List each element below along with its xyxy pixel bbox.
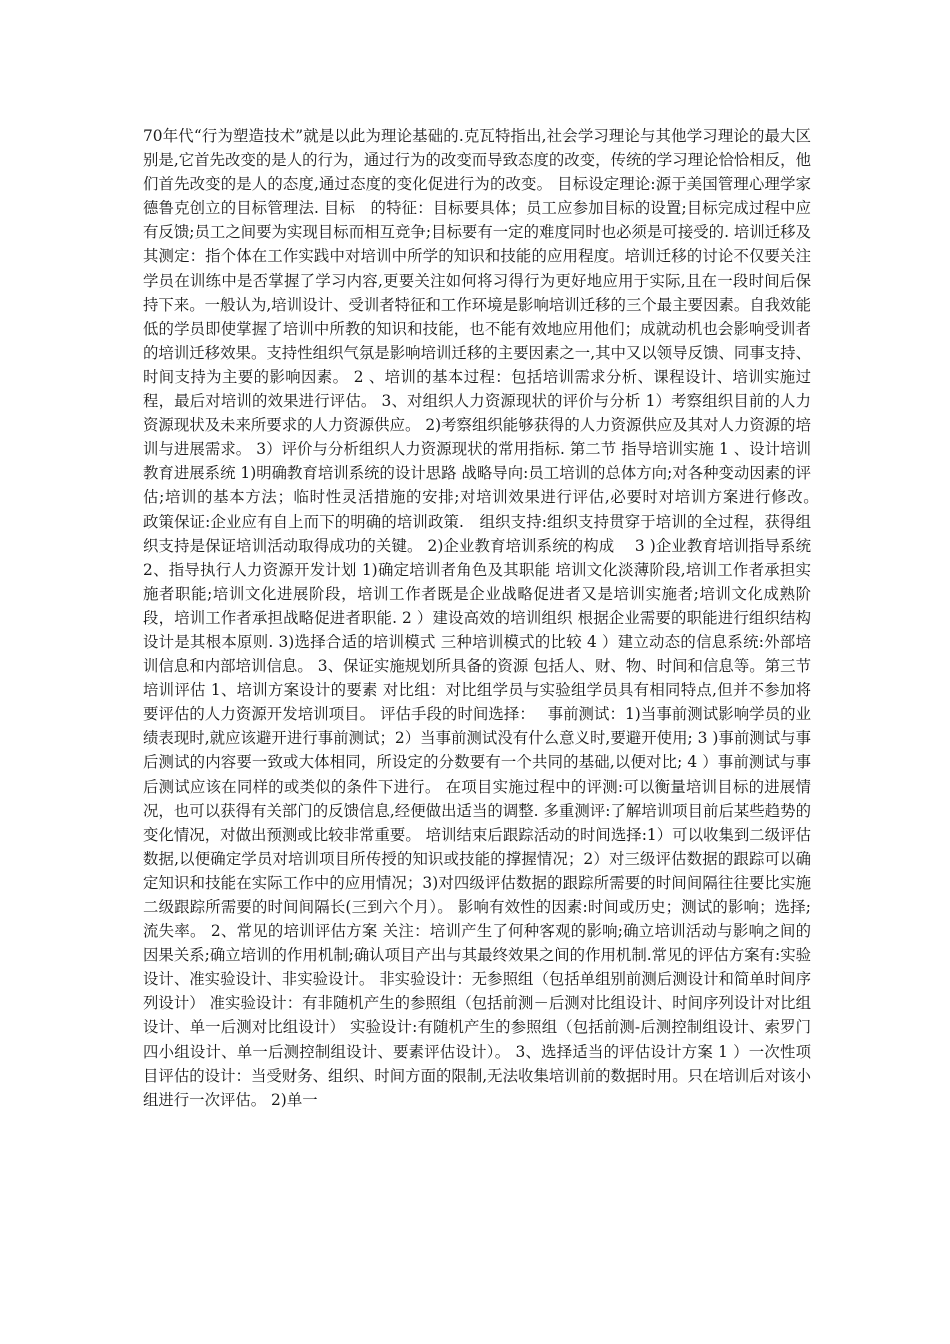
body-paragraph: 70年代“行为塑造技术”就是以此为理论基础的.克瓦特指出,社会学习理论与其他学习理论的最大区别是,它首先改变的是人的行为，通过行为的改变而导致态度的改变，传统的学习理论恰恰相反，他们首先改变的是人的态度,通过态度的变化促进行为的改变。 目标设定理论:源于美国管理心理学家德鲁克创立的目标管理法. 目标 的特征：目标要具体；员工应参加目标的设置;目标完成过程中应有反馈;员工之间要为实现目标而相互竞争;目标要有一定的难度同时也必须是可接受的. 培训迁移及其测定：指个体在工作实践中对培训中所学的知识和技能的应用程度。培训迁移的讨论不仅要关注学员在训练中是否掌握了学习内容,更要关注如何将习得行为更好地应用于实际,且在一段时间后保持下来。一般认为,培训设计、受训者特征和工作环境是影响培训迁移的三个最主要因素。自我效能低的学员即使掌握了培训中所教的知识和技能，也不能有效地应用他们；成就动机也会影响受训者的培训迁移效果。支持性组织气氛是影响培训迁移的主要因素之一,其中又以领导反馈、同事支持、时间支持为主要的影响因素。 2 、培训的基本过程：包括培训需求分析、课程设计、培训实施过程，最后对培训的效果进行评估。 3、对组织人力资源现状的评价与分析 1）考察组织目前的人力资源现状及未来所要求的人力资源供应。 2)考察组织能够获得的人力资源供应及其对人力资源的培训与进展需求。 3）评价与分析组织人力资源现状的常用指标. 第二节 指导培训实施 1 、设计培训教育进展系统 1)明确教育培训系统的设计思路 战略导向:员工培训的总体方向;对各种变动因素的评估;培训的基本方法；临时性灵活措施的安排;对培训效果进行评估,必要时对培训方案进行修改。 政策保证:企业应有自上而下的明确的培训政策. 组织支持:组织支持贯穿于培训的全过程，获得组织支持是保证培训活动取得成功的关键。 2)企业教育培训系统的构成 3 )企业教育培训指导系统 2、指导执行人力资源开发计划 1)确定培训者角色及其职能 培训文化淡薄阶段,培训工作者承担实施者职能;培训文化进展阶段，培训工作者既是企业战略促进者又是培训实施者;培训文化成熟阶段，培训工作者承担战略促进者职能. 2 ）建设高效的培训组织 根据企业需要的职能进行组织结构设计是其根本原则. 3)选择合适的培训模式 三种培训模式的比较 4 ）建立动态的信息系统:外部培训信息和内部培训信息。 3、保证实施规划所具备的资源 包括人、财、物、时间和信息等。第三节 培训评估 1、培训方案设计的要素 对比组：对比组学员与实验组学员具有相同特点,但并不参加将要评估的人力资源开发培训项目。 评估手段的时间选择： 事前测试：1)当事前测试影响学员的业绩表现时,就应该避开进行事前测试；2）当事前测试没有什么意义时,要避开使用; 3 )事前测试与事后测试的内容要一致或大体相同，所设定的分数要有一个共同的基础,以便对比; 4 ）事前测试与事后测试应该在同样的或类似的条件下进行。 在项目实施过程中的评测:可以衡量培训目标的进展情况，也可以获得有关部门的反馈信息,经便做出适当的调整. 多重测评:了解培训项目前后某些趋势的变化情况，对做出预测或比较非常重要。 培训结束后跟踪活动的时间选择:1）可以收集到二级评估数据,以便确定学员对培训项目所传授的知识或技能的撑握情况；2）对三级评估数据的跟踪可以确定知识和技能在实际工作中的应用情况；3)对四级评估数据的跟踪所需要的时间间隔往往要比实施二级跟踪所需要的时间间隔长(三到六个月）。 影响有效性的因素:时间或历史；测试的影响；选择;流失率。 2、常见的培训评估方案 关注：培训产生了何种客观的影响;确立培训活动与影响之间的因果关系;确立培训的作用机制;确认项目产出与其最终效果之间的作用机制.常见的评估方案有:实验设计、准实验设计、非实验设计。 非实验设计：无参照组（包括单组别前测后测设计和简单时间序列设计） 准实验设计：有非随机产生的参照组（包括前测－后测对比组设计、时间序列设计对比组设计、单一后测对比组设计） 实验设计:有随机产生的参照组（包括前测-后测控制组设计、索罗门四小组设计、单一后测控制组设计、要素评估设计）。 3、选择适当的评估设计方案 1 ）一次性项目评估的设计：当受财务、组织、时间方面的限制,无法收集培训前的数据时用。只在培训后对该小组进行一次评估。 2)单一	[143, 127, 832, 1109]
